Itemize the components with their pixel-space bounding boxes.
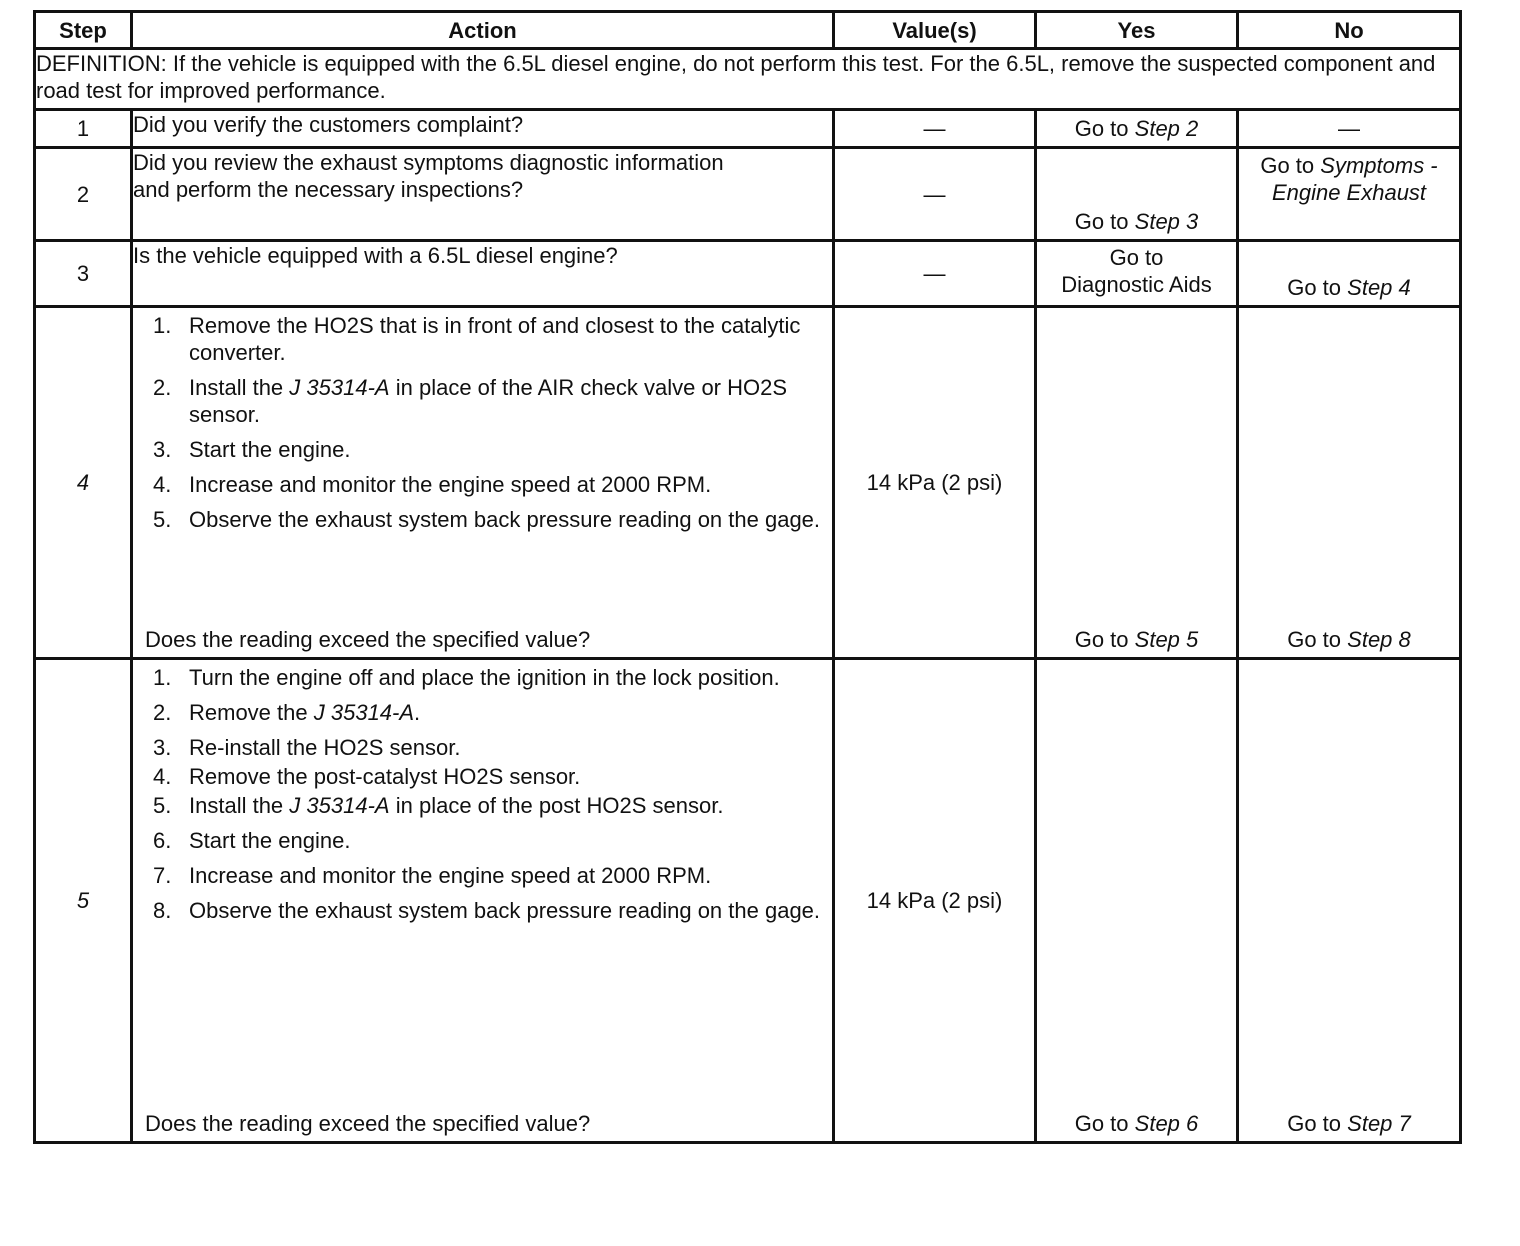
question-text: Does the reading exceed the specified value? (145, 1111, 591, 1136)
yes-cell: Go to Step 5 (1036, 307, 1238, 659)
header-yes: Yes (1036, 12, 1238, 49)
header-action: Action (132, 12, 834, 49)
yes-cell: Go to Step 3 (1036, 148, 1238, 241)
procedure-list (133, 312, 832, 533)
step-link[interactable]: Step 2 (1134, 116, 1199, 141)
tool-name: J 35314-A (313, 700, 415, 725)
step-number: 1 (35, 110, 132, 148)
list-item: 5. Install the J 35314-A in place of the post HO2S sensor. (153, 793, 724, 818)
procedure-list (133, 664, 832, 924)
step-number: 3 (35, 241, 132, 307)
no-cell: Go to Step 4 (1238, 241, 1461, 307)
value-cell: 14 kPa (2 psi) (834, 659, 1036, 1143)
value-cell: — (834, 241, 1036, 307)
table-row (35, 307, 1461, 659)
yes-cell (1036, 241, 1238, 307)
header-row (35, 12, 1461, 49)
step-link[interactable]: Step 7 (1347, 1111, 1411, 1136)
action-cell (132, 307, 834, 659)
step-number: 5 (35, 659, 132, 1143)
list-item: 5. Observe the exhaust system back pressure reading on the gage. (153, 507, 821, 532)
action-text: Is the vehicle equipped with a 6.5L diesel engine? (132, 241, 834, 307)
header-value: Value(s) (834, 12, 1036, 49)
table-row (35, 241, 1461, 307)
step-link[interactable]: Step 5 (1134, 627, 1199, 652)
question-text: Does the reading exceed the specified value? (145, 627, 591, 652)
diagnostic-aids-link[interactable]: Go to Diagnostic Aids (1061, 245, 1212, 297)
header-no: No (1238, 12, 1461, 49)
list-item: 8. Observe the exhaust system back pressure reading on the gage. (153, 898, 821, 923)
definition-row (35, 49, 1461, 110)
action-cell (132, 659, 834, 1143)
no-cell: Go to Symptoms - Engine Exhaust (1238, 148, 1461, 241)
list-item: 2. Remove the J 35314-A. (153, 700, 421, 725)
list-item: 3. Re-install the HO2S sensor. (153, 735, 461, 760)
diagnostic-table (33, 10, 1462, 1144)
step-number: 2 (35, 148, 132, 241)
tool-name: J 35314-A (289, 375, 390, 400)
no-cell: Go to Step 8 (1238, 307, 1461, 659)
step-link[interactable]: Step 4 (1347, 275, 1411, 300)
value-cell: 14 kPa (2 psi) (834, 307, 1036, 659)
step-link[interactable]: Step 6 (1134, 1111, 1199, 1136)
table-row (35, 659, 1461, 1143)
yes-cell: Go to Step 6 (1036, 659, 1238, 1143)
list-item: 7. Increase and monitor the engine speed at 2000 RPM. (153, 863, 712, 888)
step-link[interactable]: Step 8 (1347, 627, 1411, 652)
list-item: 3. Start the engine. (153, 437, 351, 462)
table-row (35, 148, 1461, 241)
action-text: Did you review the exhaust symptoms diagnostic information and perform the necessary inspections? (132, 148, 834, 241)
action-text: Did you verify the customers complaint? (132, 110, 834, 148)
list-item: 1. Turn the engine off and place the ignition in the lock position. (153, 665, 780, 690)
step-link[interactable]: Step 3 (1134, 209, 1199, 234)
yes-cell: Go to Step 2 (1036, 110, 1238, 148)
value-cell: — (834, 110, 1036, 148)
header-step: Step (35, 12, 132, 49)
tool-name: J 35314-A (289, 793, 390, 818)
list-item: 4. Increase and monitor the engine speed at 2000 RPM. (153, 472, 712, 497)
symptoms-link[interactable]: Symptoms - Engine Exhaust (1271, 153, 1438, 205)
list-item: 2. Install the J 35314-A in place of the AIR check valve or HO2S sensor. (153, 375, 788, 427)
definition-text: DEFINITION: If the vehicle is equipped with the 6.5L diesel engine, do not perform this test. For the 6.5L, remove the suspected component and road test for improved performance. (35, 49, 1461, 110)
list-item: 1. Remove the HO2S that is in front of and closest to the catalytic converter. (153, 313, 801, 365)
list-item: 4. Remove the post-catalyst HO2S sensor. (153, 764, 581, 789)
step-number: 4 (35, 307, 132, 659)
table-row (35, 110, 1461, 148)
list-item: 6. Start the engine. (153, 828, 351, 853)
no-cell: — (1238, 110, 1461, 148)
value-cell: — (834, 148, 1036, 241)
no-cell: Go to Step 7 (1238, 659, 1461, 1143)
